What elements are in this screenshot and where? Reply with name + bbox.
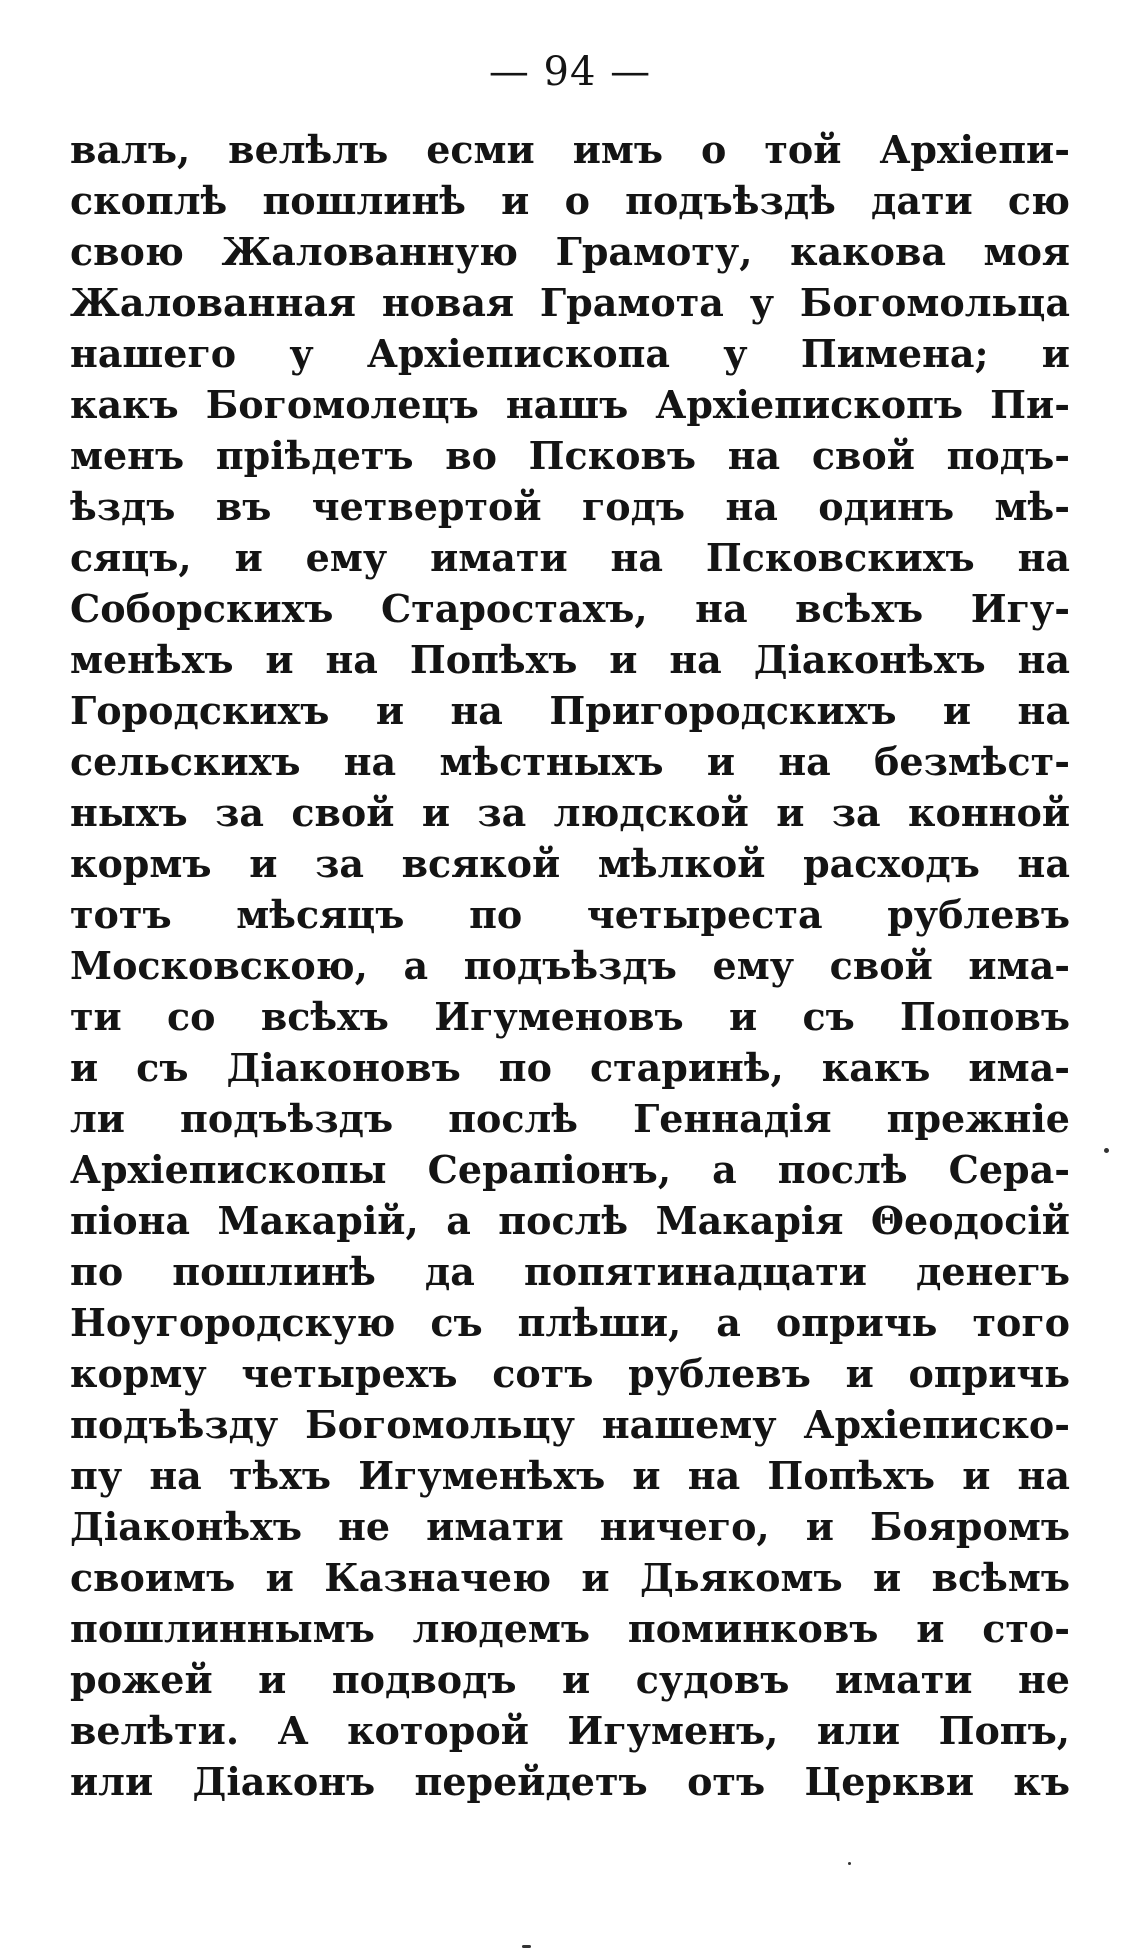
text-line: ѣздъ въ четвертой годъ на одинъ мѣ- <box>70 484 1070 529</box>
text-line: рожей и подводъ и судовъ имати не <box>70 1657 1070 1702</box>
text-line: подъѣзду Богомольцу нашему Архіеписко- <box>70 1402 1070 1447</box>
text-line: менѣхъ и на Попѣхъ и на Діаконѣхъ на <box>70 637 1070 682</box>
text-line: Діаконѣхъ не имати ничего, и Бояромъ <box>70 1504 1070 1549</box>
text-line: піона Макарій, а послѣ Макарія Θеодосій <box>70 1198 1070 1243</box>
text-line: тотъ мѣсяцъ по четыреста рублевъ <box>70 892 1070 937</box>
text-line: или Діаконъ перейдетъ отъ Церкви къ <box>70 1759 1070 1804</box>
page-number: — 94 — <box>488 49 652 95</box>
text-line: пошлиннымъ людемъ поминковъ и сто- <box>70 1606 1070 1651</box>
text-line: велѣти. А которой Игуменъ, или Попъ, <box>70 1708 1070 1753</box>
text-line: ти со всѣхъ Игуменовъ и съ Поповъ <box>70 994 1070 1039</box>
text-line: какъ Богомолецъ нашъ Архіепископъ Пи- <box>70 382 1070 427</box>
text-line: пу на тѣхъ Игуменѣхъ и на Попѣхъ и на <box>70 1453 1070 1498</box>
text-line: Архіепископы Серапіонъ, а послѣ Сера- <box>70 1147 1070 1192</box>
text-line: ныхъ за свой и за людской и за конной <box>70 790 1070 835</box>
text-line: ли подъѣздъ послѣ Геннадія прежніе <box>70 1096 1070 1141</box>
text-line: свою Жалованную Грамоту, какова моя <box>70 229 1070 274</box>
text-line: по пошлинѣ да попятинадцати денегъ <box>70 1249 1070 1294</box>
text-line: Московскою, а подъѣздъ ему свой има- <box>70 943 1070 988</box>
text-line: скоплѣ пошлинѣ и о подъѣздѣ дати сю <box>70 178 1070 223</box>
print-speck <box>848 1862 851 1865</box>
text-line: кормъ и за всякой мѣлкой расходъ на <box>70 841 1070 886</box>
text-line: Ноугородскую съ плѣши, а опричь того <box>70 1300 1070 1345</box>
text-line: валъ, велѣлъ есми имъ о той Архіепи- <box>70 127 1070 172</box>
text-line: сельскихъ на мѣстныхъ и на безмѣст- <box>70 739 1070 784</box>
print-speck <box>522 1945 531 1948</box>
print-speck <box>1104 1148 1109 1153</box>
text-line: Жалованная новая Грамота у Богомольца <box>70 280 1070 325</box>
text-line: Соборскихъ Старостахъ, на всѣхъ Игу- <box>70 586 1070 631</box>
text-line: менъ пріѣдетъ во Псковъ на свой подъ- <box>70 433 1070 478</box>
text-line: корму четырехъ сотъ рублевъ и опричь <box>70 1351 1070 1396</box>
text-line: нашего у Архіепископа у Пимена; и <box>70 331 1070 376</box>
text-line: своимъ и Казначею и Дьякомъ и всѣмъ <box>70 1555 1070 1600</box>
text-line: сяцъ, и ему имати на Псковскихъ на <box>70 535 1070 580</box>
text-line: Городскихъ и на Пригородскихъ и на <box>70 688 1070 733</box>
text-line: и съ Діаконовъ по старинѣ, какъ има- <box>70 1045 1070 1090</box>
body-text <box>70 124 1070 1807</box>
